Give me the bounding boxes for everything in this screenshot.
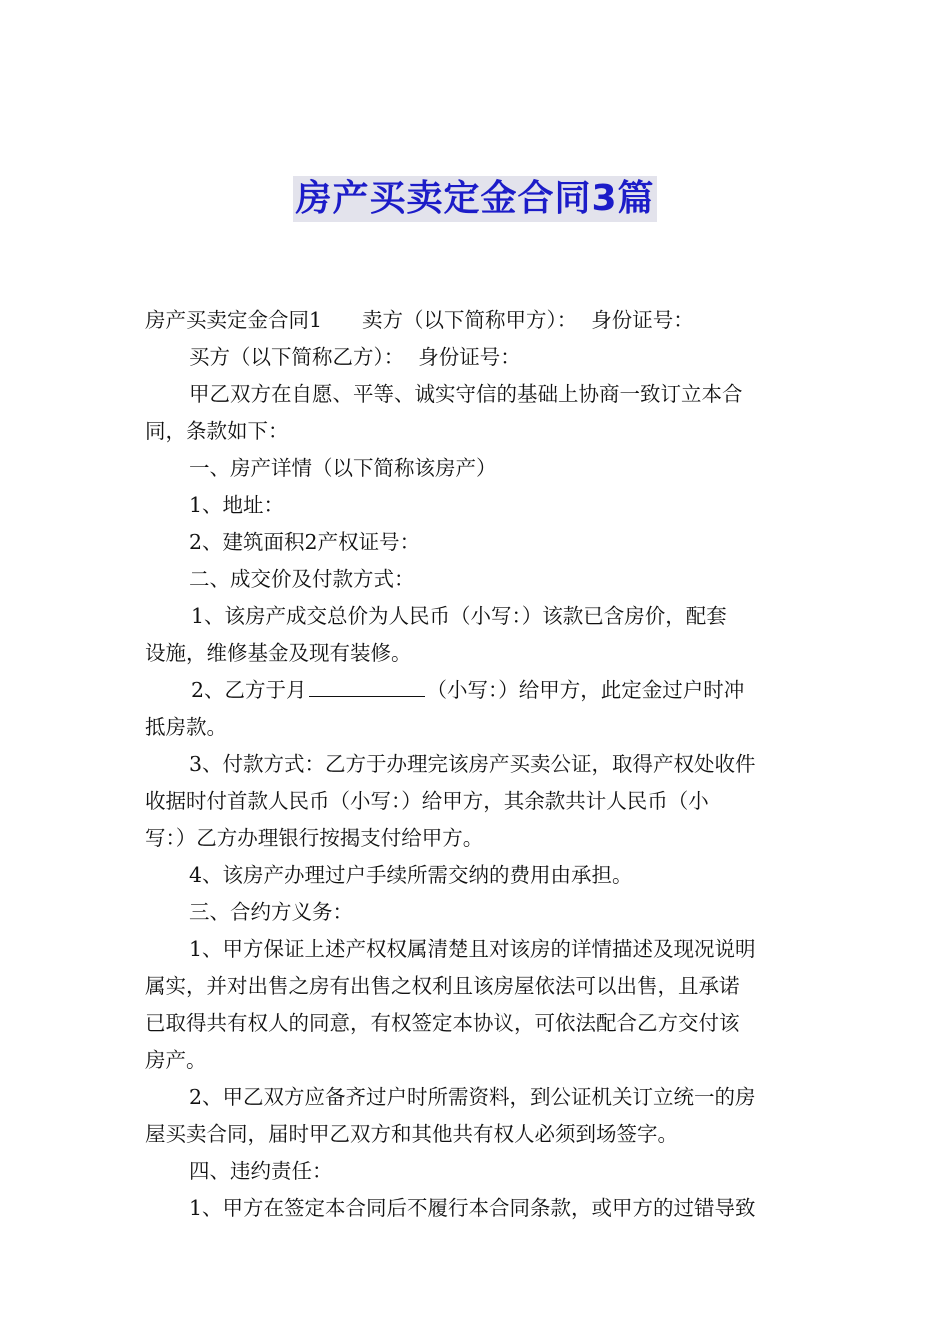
section-2-item-2-line-1 bbox=[145, 672, 807, 709]
section-3-item-1-line-4: 房产。 bbox=[145, 1048, 207, 1072]
buyer-id-label: 身份证号： bbox=[418, 345, 521, 369]
blank-underline bbox=[309, 674, 425, 697]
buyer-line bbox=[145, 339, 807, 376]
section-3-item-1-line-1: 1、甲方保证上述产权权属清楚且对该房的详情描述及现况说明 bbox=[189, 937, 756, 961]
intro-line-2: 同，条款如下： bbox=[145, 419, 289, 443]
contract-header-line bbox=[145, 302, 807, 339]
seller-label: 卖方（以下简称甲方）： bbox=[362, 308, 578, 332]
section-2-item-1-line-2: 设施，维修基金及现有装修。 bbox=[145, 641, 412, 665]
document-body bbox=[145, 302, 807, 1227]
section-3-item-2-line-1: 2、甲乙双方应备齐过户时所需资料，到公证机关订立统一的房 bbox=[189, 1085, 756, 1109]
section-3-item-1-line-2: 属实，并对出售之房有出售之权利且该房屋依法可以出售，且承诺 bbox=[145, 974, 740, 998]
section-2-item-3-line-3: 写：）乙方办理银行按揭支付给甲方。 bbox=[145, 826, 484, 850]
section-4-heading: 四、违约责任： bbox=[189, 1159, 333, 1183]
section-1-item-1: 1、地址： bbox=[189, 493, 285, 517]
section-3-heading: 三、合约方义务： bbox=[189, 900, 353, 924]
section-2-item-1-line-1: 1、该房产成交总价为人民币（小写：）该款已含房价，配套 bbox=[191, 604, 727, 628]
section-3-item-1-line-3: 已取得共有权人的同意，有权签定本协议，可依法配合乙方交付该 bbox=[145, 1011, 740, 1035]
buyer-label: 买方（以下简称乙方）： bbox=[189, 345, 405, 369]
section-2-item-4: 4、该房产办理过户手续所需交纳的费用由承担。 bbox=[189, 863, 633, 887]
section-2-heading: 二、成交价及付款方式： bbox=[189, 567, 415, 591]
section-2-item-2-line-2: 抵房款。 bbox=[145, 715, 227, 739]
section-3-item-2-line-2: 屋买卖合同，届时甲乙双方和其他共有权人必须到场签字。 bbox=[145, 1122, 678, 1146]
item-2-prefix: 2、乙方于月 bbox=[191, 678, 307, 702]
section-1-item-2: 2、建筑面积2产权证号： bbox=[189, 530, 421, 554]
section-4-item-1-line-1: 1、甲方在签定本合同后不履行本合同条款，或甲方的过错导致 bbox=[189, 1196, 756, 1220]
item-2-suffix: （小写：）给甲方，此定金过户时冲 bbox=[426, 678, 745, 702]
seller-id-label: 身份证号： bbox=[591, 308, 694, 332]
section-2-item-3-line-1: 3、付款方式：乙方于办理完该房产买卖公证，取得产权处收件 bbox=[189, 752, 756, 776]
intro-line-1: 甲乙双方在自愿、平等、诚实守信的基础上协商一致订立本合 bbox=[189, 382, 743, 406]
section-2-item-3-line-2: 收据时付首款人民币（小写：）给甲方，其余款共计人民币（小 bbox=[145, 789, 709, 813]
title-container bbox=[0, 176, 950, 222]
section-1-heading: 一、房产详情（以下简称该房产） bbox=[189, 456, 497, 480]
document-title: 房产买卖定金合同3篇 bbox=[293, 176, 656, 222]
contract-heading: 房产买卖定金合同1 bbox=[145, 308, 323, 332]
